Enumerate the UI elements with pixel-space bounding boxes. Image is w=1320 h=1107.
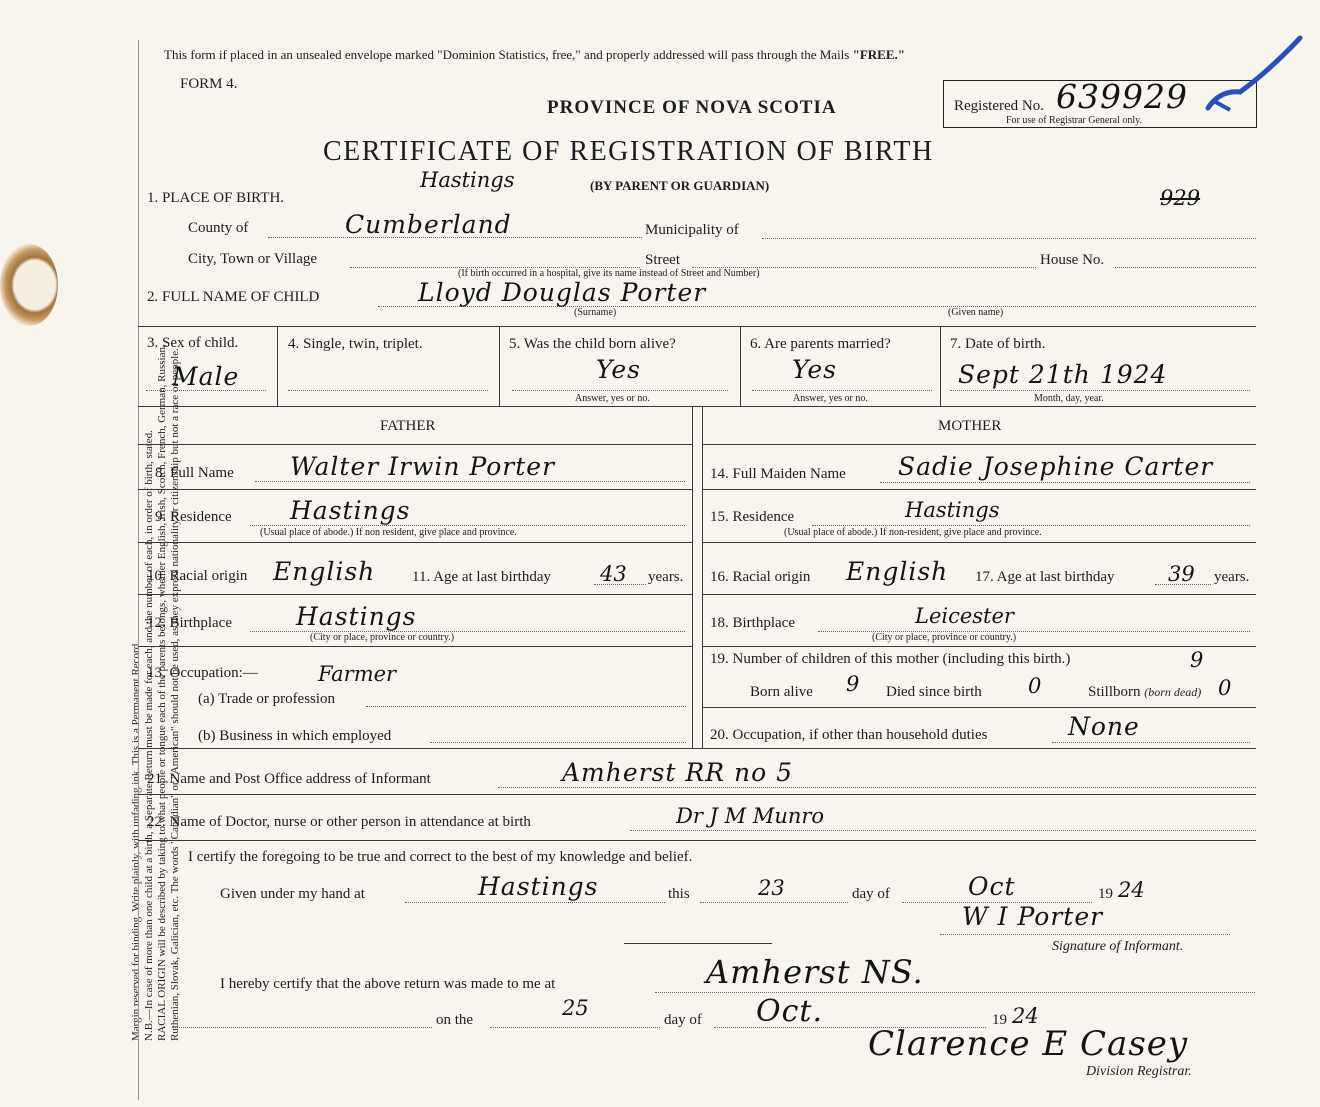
county-value: Cumberland bbox=[345, 210, 512, 239]
children-count-value: 9 bbox=[1190, 648, 1204, 672]
municipality-label: Municipality of bbox=[645, 222, 739, 238]
given-day-of-label: day of bbox=[852, 886, 890, 902]
multiplicity-label: 4. Single, twin, triplet. bbox=[288, 336, 423, 352]
given-year-value: 24 bbox=[1118, 878, 1145, 902]
registrar-day-value: 25 bbox=[562, 996, 589, 1020]
mother-birthplace-label: 18. Birthplace bbox=[710, 615, 795, 631]
trade-label: (a) Trade or profession bbox=[198, 691, 336, 707]
registrar-place-value: Amherst NS. bbox=[706, 953, 924, 991]
date-of-birth-note: Month, day, year. bbox=[1034, 393, 1104, 404]
registrar-statement: I hereby certify that the above return was made to me at bbox=[220, 976, 556, 992]
hospital-note: (If birth occurred in a hospital, give its name instead of Street and Number) bbox=[458, 268, 760, 279]
father-age-value: 43 bbox=[600, 562, 627, 586]
registrar-year-value: 24 bbox=[1012, 1004, 1039, 1028]
mother-occupation-label: 20. Occupation, if other than household duties bbox=[710, 727, 988, 743]
place-of-birth-value: Hastings bbox=[420, 168, 515, 192]
answer-note-5: Answer, yes or no. bbox=[575, 393, 650, 404]
date-of-birth-value: Sept 21th 1924 bbox=[958, 360, 1168, 389]
father-residence-note: (Usual place of abode.) If non resident, give place and province. bbox=[260, 527, 517, 538]
this-label: this bbox=[668, 886, 690, 902]
father-heading: FATHER bbox=[380, 418, 436, 434]
doctor-label: 22. Name of Doctor, nurse or other person in attendance at birth bbox=[147, 814, 531, 830]
mother-name-value: Sadie Josephine Carter bbox=[898, 452, 1214, 481]
margin-line-1: Margin reserved for binding. Write plainly, with unfading ink. This is a Permanent Record. bbox=[130, 641, 142, 1041]
mother-years-label: years. bbox=[1214, 569, 1250, 585]
parents-married-value: Yes bbox=[792, 355, 837, 384]
mother-race-label: 16. Racial origin bbox=[710, 569, 811, 585]
registrar-year-prefix: 19 bbox=[992, 1012, 1007, 1028]
born-alive-count-label: Born alive bbox=[750, 684, 813, 700]
informant-signature-caption: Signature of Informant. bbox=[1052, 939, 1184, 954]
county-label: County of bbox=[188, 220, 249, 236]
place-of-birth-label: 1. PLACE OF BIRTH. bbox=[147, 190, 285, 206]
registrar-month-value: Oct. bbox=[756, 994, 823, 1029]
mother-heading: MOTHER bbox=[938, 418, 1002, 434]
father-residence-value: Hastings bbox=[290, 496, 411, 525]
father-race-label: 10. Racial origin bbox=[147, 568, 248, 584]
informant-signature: W I Porter bbox=[962, 902, 1104, 931]
registered-label: Registered No. bbox=[954, 98, 1044, 114]
city-label: City, Town or Village bbox=[188, 251, 318, 267]
given-name-note: (Given name) bbox=[948, 307, 1004, 318]
registrar-day-of-label: day of bbox=[664, 1012, 702, 1028]
sex-label: 3. Sex of child. bbox=[147, 335, 239, 351]
father-occupation-value: Farmer bbox=[318, 662, 397, 686]
father-birthplace-note: (City or place, province or country.) bbox=[310, 632, 455, 643]
house-number-label: House No. bbox=[1040, 252, 1105, 268]
parents-married-label: 6. Are parents married? bbox=[750, 336, 891, 352]
mother-occupation-value: None bbox=[1068, 712, 1140, 741]
certificate-title: CERTIFICATE OF REGISTRATION OF BIRTH bbox=[323, 136, 934, 167]
informant-value: Amherst RR no 5 bbox=[562, 758, 794, 787]
punch-hole bbox=[0, 244, 58, 326]
child-name-value: Lloyd Douglas Porter bbox=[418, 278, 707, 307]
born-alive-label: 5. Was the child born alive? bbox=[509, 336, 676, 352]
registrar-general-note: For use of Registrar General only. bbox=[1006, 115, 1142, 126]
given-under-label: Given under my hand at bbox=[220, 886, 365, 902]
certificate-subtitle: (BY PARENT OR GUARDIAN) bbox=[590, 178, 770, 193]
margin-line-4: Ruthenian, Slovak, Galician, etc. The words "Canadian" or "American" should not be used, as they express nationality or citizenship but not a race or people. bbox=[169, 348, 181, 1041]
father-residence-label: 9. Residence bbox=[155, 509, 232, 525]
stillborn-label: Stillborn (born dead) bbox=[1088, 684, 1202, 700]
margin-line-3: RACIAL ORIGIN will be described by taking to what people or tongue each of the parents belongs, whether English, Irish, Scotch, French, German, Russian, bbox=[156, 344, 168, 1041]
mother-age-label: 17. Age at last birthday bbox=[975, 569, 1115, 585]
child-name-label: 2. FULL NAME OF CHILD bbox=[147, 289, 320, 305]
given-place-value: Hastings bbox=[478, 872, 599, 901]
mother-birthplace-value: Leicester bbox=[915, 604, 1014, 628]
given-day-value: 23 bbox=[758, 876, 785, 900]
date-of-birth-label: 7. Date of birth. bbox=[950, 336, 1046, 352]
father-birthplace-value: Hastings bbox=[296, 602, 417, 631]
children-count-label: 19. Number of children of this mother (including this birth.) bbox=[710, 651, 1071, 667]
father-occupation-label: 13. Occupation:— bbox=[147, 665, 258, 681]
doctor-value: Dr J M Munro bbox=[676, 804, 825, 828]
father-name-value: Walter Irwin Porter bbox=[290, 452, 556, 481]
division-registrar-caption: Division Registrar. bbox=[1086, 1064, 1192, 1079]
surname-note: (Surname) bbox=[574, 307, 617, 318]
given-month-value: Oct bbox=[968, 872, 1016, 901]
corner-number: 929 bbox=[1160, 186, 1201, 210]
died-since-birth-value: 0 bbox=[1028, 674, 1042, 698]
father-birthplace-label: 12. Birthplace bbox=[147, 615, 232, 631]
mother-residence-note: (Usual place of abode.) If non-resident, give place and province. bbox=[784, 527, 1042, 538]
registrar-on-the-label: on the bbox=[436, 1012, 474, 1028]
business-label: (b) Business in which employed bbox=[198, 728, 392, 744]
father-age-label: 11. Age at last birthday bbox=[412, 569, 551, 585]
answer-note-6: Answer, yes or no. bbox=[793, 393, 868, 404]
street-label: Street bbox=[645, 252, 680, 268]
form-number: FORM 4. bbox=[180, 76, 238, 92]
mother-birthplace-note: (City or place, province or country.) bbox=[872, 632, 1017, 643]
mother-residence-value: Hastings bbox=[905, 498, 1000, 522]
father-race-value: English bbox=[273, 557, 376, 586]
mother-age-value: 39 bbox=[1168, 562, 1195, 586]
stillborn-value: 0 bbox=[1218, 676, 1232, 700]
certify-statement: I certify the foregoing to be true and correct to the best of my knowledge and belief. bbox=[188, 849, 693, 865]
mother-residence-label: 15. Residence bbox=[710, 509, 795, 525]
sex-value: Male bbox=[172, 362, 240, 391]
father-name-label: 8. Full Name bbox=[155, 465, 234, 481]
informant-label: 21. Name and Post Office address of Informant bbox=[147, 771, 431, 787]
margin-line-2: N.B.—In case of more than one child at a birth, a Separate Return must be made for each, and the number of each, in order of birth, stated. bbox=[143, 430, 155, 1041]
province-heading: PROVINCE OF NOVA SCOTIA bbox=[547, 97, 837, 118]
given-year-prefix: 19 bbox=[1098, 886, 1113, 902]
mother-race-value: English bbox=[846, 557, 949, 586]
born-alive-value: Yes bbox=[596, 355, 641, 384]
registrar-signature: Clarence E Casey bbox=[868, 1024, 1189, 1064]
registered-number: 639929 bbox=[1056, 77, 1188, 116]
father-years-label: years. bbox=[648, 569, 684, 585]
mail-notice: This form if placed in an unsealed envelope marked "Dominion Statistics, free," and properly addressed will pass through the Mails "FREE." bbox=[164, 47, 905, 62]
died-since-birth-label: Died since birth bbox=[886, 684, 982, 700]
blue-check-mark bbox=[1200, 30, 1310, 120]
mother-name-label: 14. Full Maiden Name bbox=[710, 466, 846, 482]
born-alive-count-value: 9 bbox=[846, 672, 860, 696]
margin-rule bbox=[138, 40, 139, 1100]
